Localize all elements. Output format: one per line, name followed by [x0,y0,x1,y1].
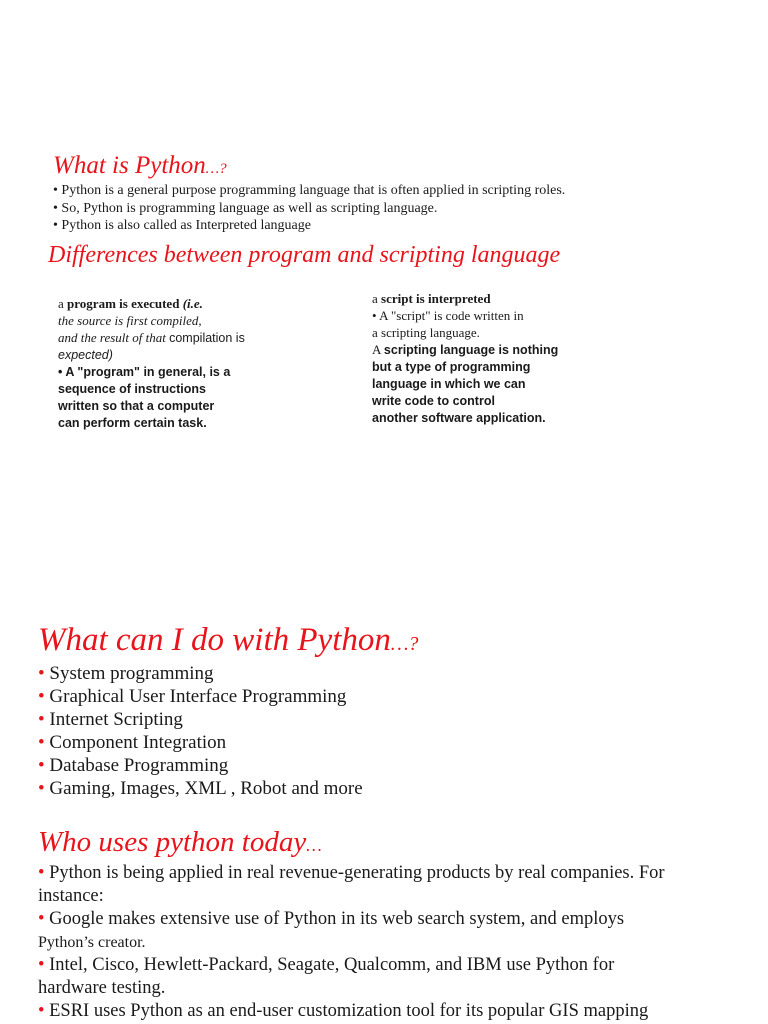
script-line: a scripting language. [372,325,480,340]
heading-text: Who uses python today [38,826,307,858]
list-item: • System programming [38,663,214,684]
heading-what-is-python [53,152,227,180]
who-uses-list [38,862,738,1023]
list-item: • Database Programming [38,755,229,776]
program-line: and the result of that compilation is [58,330,245,345]
program-line: can perform certain task. [58,416,207,430]
list-item: • Internet Scripting [38,709,183,730]
program-line: sequence of instructions [58,382,206,396]
program-line: expected) [58,348,113,362]
script-line: language in which we can [372,377,526,391]
program-column [58,295,318,432]
uses-list [38,662,363,800]
script-line: • A "script" is code written in [372,308,524,323]
intro-line: • Python is a general purpose programming language that is often applied in scripting roles. [53,183,566,198]
intro-line: • Python is also called as Interpreted language [53,218,311,233]
heading-ellipsis: … [306,835,322,855]
script-line: A scripting language is nothing [372,342,559,357]
heading-who-uses-python [38,826,322,859]
heading-what-can-i-do [38,622,418,659]
script-line: a script is interpreted [372,291,491,306]
heading-text: What can I do with Python [38,622,391,658]
intro-text-block [53,182,565,235]
heading-ellipsis: …? [390,633,419,655]
list-item: • Python is being applied in real revenue-generating products by real companies. For instance: [38,863,665,906]
heading-text: What is Python [53,152,206,179]
program-line: a program is executed (i.e. [58,296,203,311]
list-item: • Graphical User Interface Programming [38,686,347,707]
program-line: written so that a computer [58,399,215,413]
list-item: • Intel, Cisco, Hewlett-Packard, Seagate, Qualcomm, and IBM use Python for hardware testing. [38,955,615,998]
list-item: • Google makes extensive use of Python in its web search system, and employs Python’s creator. [38,909,625,951]
list-item: • ESRI uses Python as an end-user customization tool for its popular GIS mapping [38,1001,649,1021]
program-line: • A "program" in general, is a [58,365,231,379]
script-line: another software application. [372,411,546,425]
program-line: the source is first compiled, [58,313,202,328]
script-line: but a type of programming [372,360,531,374]
heading-ellipsis: …? [205,161,227,177]
list-item: • Component Integration [38,732,227,753]
list-item: • Gaming, Images, XML , Robot and more [38,778,363,799]
intro-line: • So, Python is programming language as well as scripting language. [53,200,438,216]
heading-differences: Differences between program and scripting language [48,242,561,268]
script-line: write code to control [372,394,495,408]
script-column [372,290,632,427]
